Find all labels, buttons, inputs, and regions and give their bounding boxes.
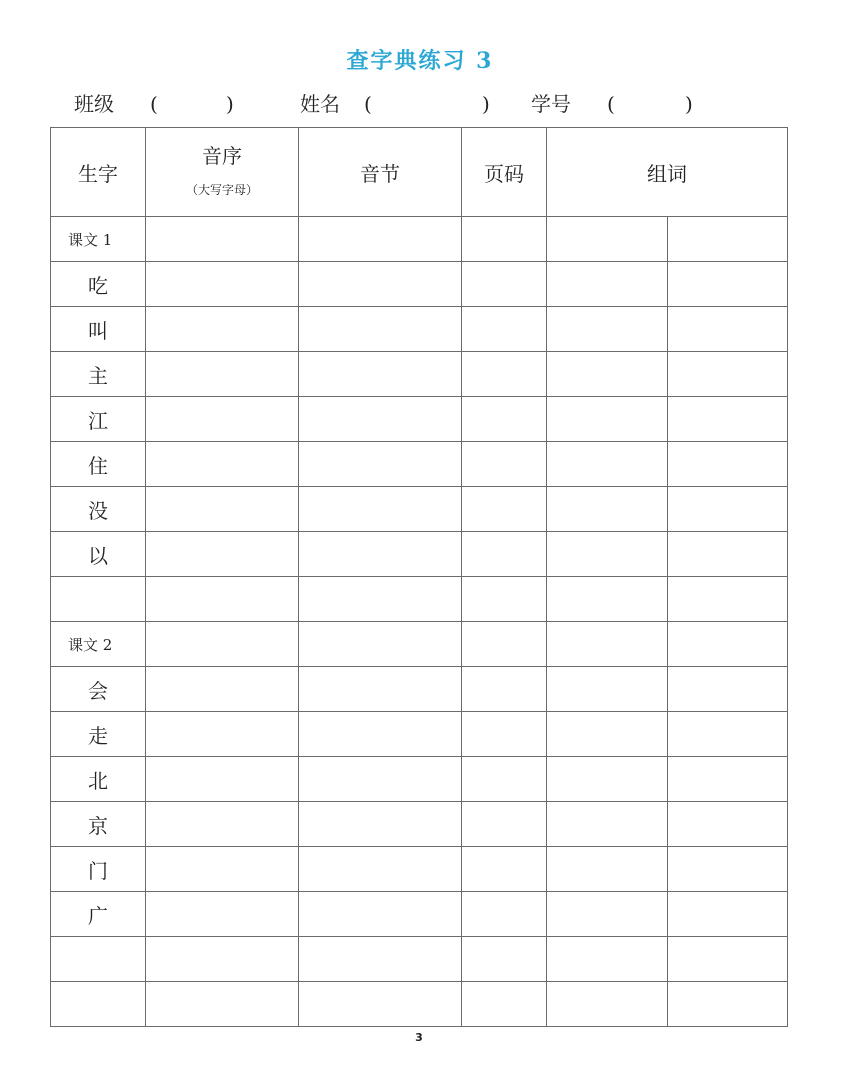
- syllable-cell: [299, 532, 462, 577]
- table-row: [51, 757, 788, 802]
- syllable-cell: [299, 217, 462, 262]
- character-cell: 以: [51, 532, 146, 577]
- word-cell-2: [668, 577, 788, 622]
- table-body: [51, 217, 788, 1027]
- table-row: [51, 847, 788, 892]
- dictionary-practice-table: [50, 127, 788, 1027]
- order-cell: [146, 712, 299, 757]
- table-row: [51, 307, 788, 352]
- name-close-paren: ): [482, 92, 490, 116]
- page-cell: [462, 757, 547, 802]
- table-row: [51, 577, 788, 622]
- order-cell: [146, 442, 299, 487]
- order-cell: [146, 262, 299, 307]
- word-cell-1: [547, 712, 668, 757]
- syllable-cell: [299, 892, 462, 937]
- page-cell: [462, 892, 547, 937]
- name-label: 姓名: [300, 92, 340, 116]
- page-cell: [462, 397, 547, 442]
- order-cell: [146, 532, 299, 577]
- order-cell: [146, 307, 299, 352]
- character-cell: [51, 577, 146, 622]
- word-cell-2: [668, 712, 788, 757]
- character-cell: 北: [51, 757, 146, 802]
- word-cell-2: [668, 667, 788, 712]
- word-cell-1: [547, 577, 668, 622]
- syllable-cell: [299, 802, 462, 847]
- page-cell: [462, 937, 547, 982]
- header-page: 页码: [462, 128, 547, 217]
- syllable-cell: [299, 262, 462, 307]
- syllable-cell: [299, 442, 462, 487]
- word-cell-2: [668, 532, 788, 577]
- word-cell-1: [547, 397, 668, 442]
- student-id-label: 学号: [531, 92, 571, 116]
- page-cell: [462, 982, 547, 1027]
- header-words: 组词: [547, 128, 788, 217]
- table-row: [51, 982, 788, 1027]
- character-cell: 走: [51, 712, 146, 757]
- syllable-cell: [299, 982, 462, 1027]
- word-cell-2: [668, 352, 788, 397]
- word-cell-2: [668, 892, 788, 937]
- word-cell-2: [668, 757, 788, 802]
- order-cell: [146, 802, 299, 847]
- word-cell-2: [668, 442, 788, 487]
- word-cell-1: [547, 847, 668, 892]
- header-char: 生字: [51, 128, 146, 217]
- lesson-label: 课文 2: [51, 622, 146, 667]
- order-cell: [146, 892, 299, 937]
- syllable-cell: [299, 397, 462, 442]
- word-cell-1: [547, 262, 668, 307]
- syllable-cell: [299, 622, 462, 667]
- word-cell-2: [668, 217, 788, 262]
- character-cell: 江: [51, 397, 146, 442]
- page-cell: [462, 847, 547, 892]
- word-cell-1: [547, 667, 668, 712]
- word-cell-2: [668, 982, 788, 1027]
- syllable-cell: [299, 757, 462, 802]
- syllable-cell: [299, 352, 462, 397]
- order-cell: [146, 352, 299, 397]
- order-cell: [146, 847, 299, 892]
- table-row: [51, 937, 788, 982]
- order-cell: [146, 937, 299, 982]
- word-cell-1: [547, 217, 668, 262]
- syllable-cell: [299, 487, 462, 532]
- page-cell: [462, 262, 547, 307]
- word-cell-1: [547, 442, 668, 487]
- word-cell-1: [547, 487, 668, 532]
- order-cell: [146, 487, 299, 532]
- order-cell: [146, 397, 299, 442]
- word-cell-2: [668, 847, 788, 892]
- word-cell-1: [547, 307, 668, 352]
- character-cell: 主: [51, 352, 146, 397]
- table-row: [51, 352, 788, 397]
- table-row: [51, 667, 788, 712]
- table-row: [51, 442, 788, 487]
- lesson-label: 课文 1: [51, 217, 146, 262]
- character-cell: 广: [51, 892, 146, 937]
- word-cell-2: [668, 397, 788, 442]
- order-cell: [146, 622, 299, 667]
- student-id-open-paren: (: [607, 92, 615, 116]
- word-cell-2: [668, 802, 788, 847]
- syllable-cell: [299, 847, 462, 892]
- page-cell: [462, 352, 547, 397]
- table-row: [51, 532, 788, 577]
- class-open-paren: (: [150, 92, 158, 116]
- syllable-cell: [299, 577, 462, 622]
- page-cell: [462, 487, 547, 532]
- table-row: [51, 487, 788, 532]
- table-row: [51, 892, 788, 937]
- student-id-close-paren: ): [685, 92, 693, 116]
- class-label: 班级: [74, 92, 114, 116]
- page-cell: [462, 802, 547, 847]
- character-cell: 会: [51, 667, 146, 712]
- word-cell-1: [547, 892, 668, 937]
- order-cell: [146, 217, 299, 262]
- syllable-cell: [299, 712, 462, 757]
- word-cell-1: [547, 757, 668, 802]
- table-row: [51, 217, 788, 262]
- word-cell-2: [668, 262, 788, 307]
- header-order-label: 音序: [202, 144, 242, 168]
- word-cell-1: [547, 532, 668, 577]
- character-cell: 叫: [51, 307, 146, 352]
- header-order-note: （大写字母）: [185, 183, 258, 197]
- page-cell: [462, 307, 547, 352]
- character-cell: 京: [51, 802, 146, 847]
- word-cell-2: [668, 622, 788, 667]
- syllable-cell: [299, 937, 462, 982]
- word-cell-1: [547, 352, 668, 397]
- page-cell: [462, 442, 547, 487]
- name-open-paren: (: [364, 92, 372, 116]
- class-close-paren: ): [226, 92, 234, 116]
- page-number: 3: [415, 1031, 423, 1044]
- word-cell-2: [668, 487, 788, 532]
- word-cell-2: [668, 307, 788, 352]
- page-cell: [462, 577, 547, 622]
- order-cell: [146, 982, 299, 1027]
- header-syllable: 音节: [299, 128, 462, 217]
- worksheet-title: 查字典练习 3: [346, 48, 494, 74]
- table-row: [51, 262, 788, 307]
- page-cell: [462, 217, 547, 262]
- word-cell-1: [547, 802, 668, 847]
- character-cell: 住: [51, 442, 146, 487]
- character-cell: 没: [51, 487, 146, 532]
- page-cell: [462, 622, 547, 667]
- table-row: [51, 622, 788, 667]
- page-cell: [462, 532, 547, 577]
- page-cell: [462, 667, 547, 712]
- order-cell: [146, 577, 299, 622]
- word-cell-1: [547, 982, 668, 1027]
- table-row: [51, 802, 788, 847]
- header-order: [146, 128, 299, 217]
- order-cell: [146, 667, 299, 712]
- character-cell: 吃: [51, 262, 146, 307]
- character-cell: 门: [51, 847, 146, 892]
- character-cell: [51, 937, 146, 982]
- order-cell: [146, 757, 299, 802]
- syllable-cell: [299, 667, 462, 712]
- word-cell-1: [547, 622, 668, 667]
- character-cell: [51, 982, 146, 1027]
- page-cell: [462, 712, 547, 757]
- word-cell-2: [668, 937, 788, 982]
- table-header-row: [51, 128, 788, 217]
- table-row: [51, 397, 788, 442]
- table-row: [51, 712, 788, 757]
- syllable-cell: [299, 307, 462, 352]
- word-cell-1: [547, 937, 668, 982]
